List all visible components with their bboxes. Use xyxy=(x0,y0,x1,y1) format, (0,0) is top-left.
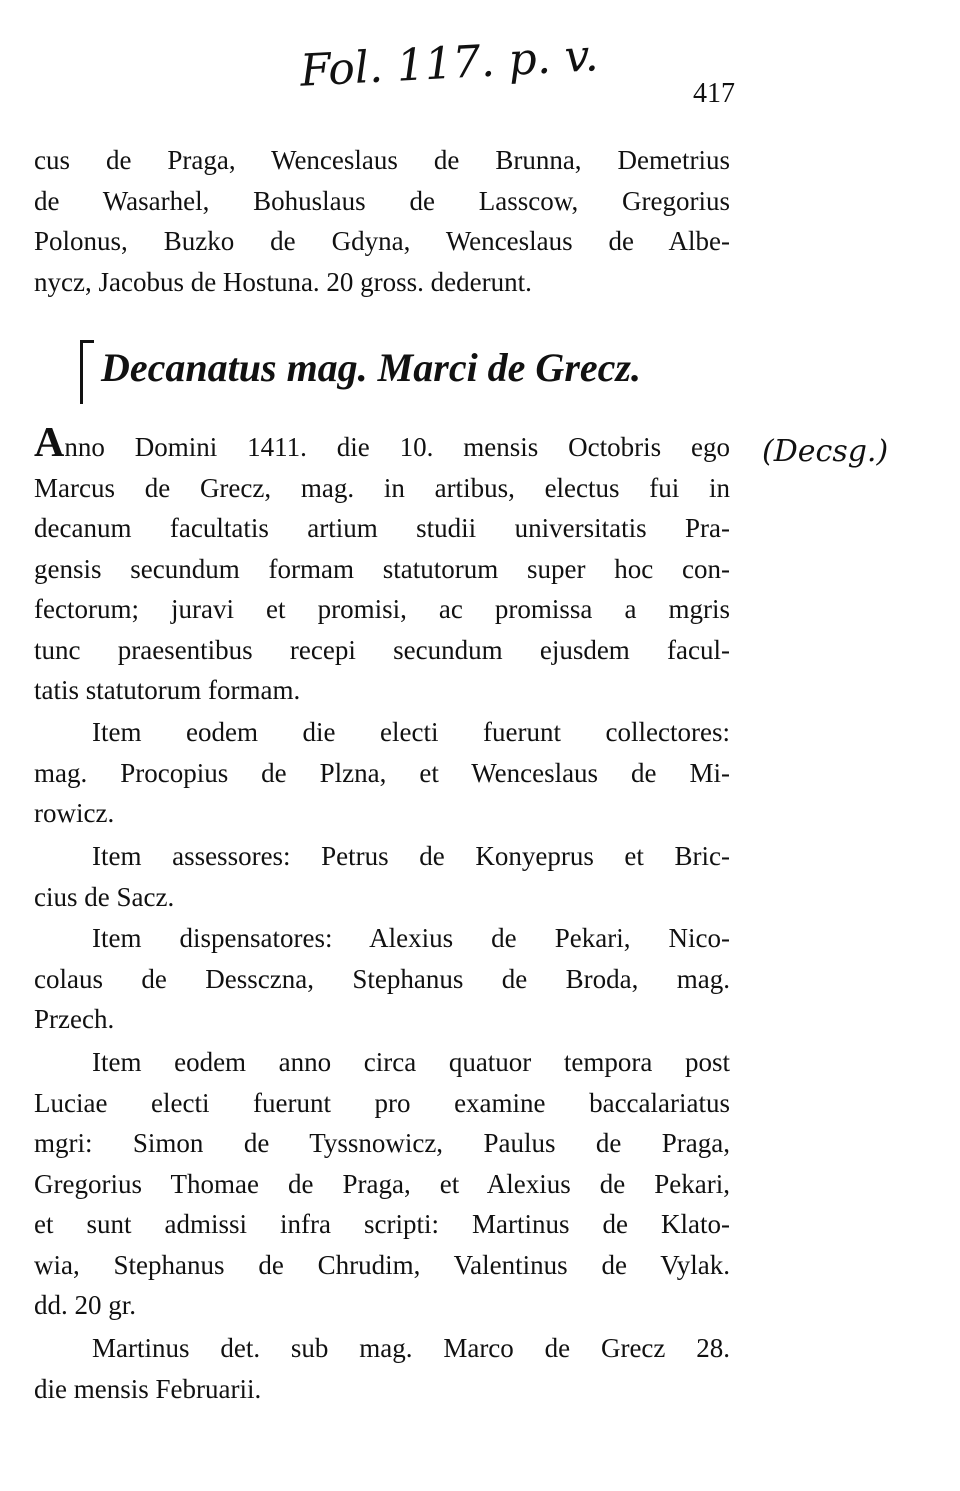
text-line: dd. 20 gr. xyxy=(34,1290,137,1320)
text-line: Martinus det. sub mag. Marco de Grecz 28. xyxy=(92,1333,730,1363)
text-line: rowicz. xyxy=(34,798,115,828)
text-line: die mensis Februarii. xyxy=(34,1373,262,1404)
text-line: Luciae electi fuerunt pro examine baccalariatus xyxy=(34,1087,730,1118)
text-line-rest: nno Domini 1411. die 10. mensis Octobris ego xyxy=(64,432,730,462)
text-line: tatis statutorum formam. xyxy=(34,675,301,705)
text-line: decanum facultatis artium studii universitatis Pra- xyxy=(34,513,730,543)
paragraph-martinus xyxy=(34,1328,730,1409)
text-line: Item eodem anno circa quatuor tempora post xyxy=(92,1047,730,1077)
margin-annotation: (Decsg.) xyxy=(762,434,889,469)
paragraph-dean-election xyxy=(34,422,730,711)
continued-paragraph xyxy=(34,140,730,302)
text-line: Gregorius Thomae de Praga, et Alexius de Pekari, xyxy=(34,1168,730,1199)
paragraph-examiners xyxy=(34,1042,730,1326)
drop-cap: A xyxy=(34,420,65,466)
text-line: mag. Procopius de Plzna, et Wenceslaus de Mi- xyxy=(34,757,730,788)
text-line: de Wasarhel, Bohuslaus de Lasscow, Gregorius xyxy=(34,185,730,216)
text-line: Przech. xyxy=(34,1004,115,1034)
text-line: cus de Praga, Wenceslaus de Brunna, Demetrius xyxy=(34,145,730,175)
text-line: et sunt admissi infra scripti: Martinus de Klato- xyxy=(34,1209,730,1239)
text-line: tunc praesentibus recepi secundum ejusdem facul- xyxy=(34,634,730,665)
folio-annotation: Fol. 117. p. v. xyxy=(298,30,600,97)
paragraph-collectors xyxy=(34,712,730,834)
text-line: Polonus, Buzko de Gdyna, Wenceslaus de Albe- xyxy=(34,226,730,256)
text-line: cius de Sacz. xyxy=(34,881,175,912)
text-line: colaus de Dessczna, Stephanus de Broda, mag. xyxy=(34,963,730,994)
paragraph-assessors xyxy=(34,836,730,917)
section-heading: Decanatus mag. Marci de Grecz. xyxy=(80,340,641,396)
text-line: Marcus de Grecz, mag. in artibus, electus fui in xyxy=(34,472,730,503)
text-line: fectorum; juravi et promisi, ac promissa a mgris xyxy=(34,594,730,624)
page-number: 417 xyxy=(693,78,735,109)
text-line: mgri: Simon de Tyssnowicz, Paulus de Praga, xyxy=(34,1128,730,1158)
text-line: nycz, Jacobus de Hostuna. 20 gross. dederunt. xyxy=(34,266,532,297)
text-line: Item eodem die electi fuerunt collectores: xyxy=(92,717,730,747)
text-line: wia, Stephanus de Chrudim, Valentinus de Vylak. xyxy=(34,1249,730,1280)
text-line: Item dispensatores: Alexius de Pekari, Nico- xyxy=(92,923,730,953)
text-line: gensis secundum formam statutorum super hoc con- xyxy=(34,553,730,584)
paragraph-dispensators xyxy=(34,918,730,1040)
text-line xyxy=(34,422,730,468)
text-line: Item assessores: Petrus de Konyeprus et Bric- xyxy=(92,841,730,871)
